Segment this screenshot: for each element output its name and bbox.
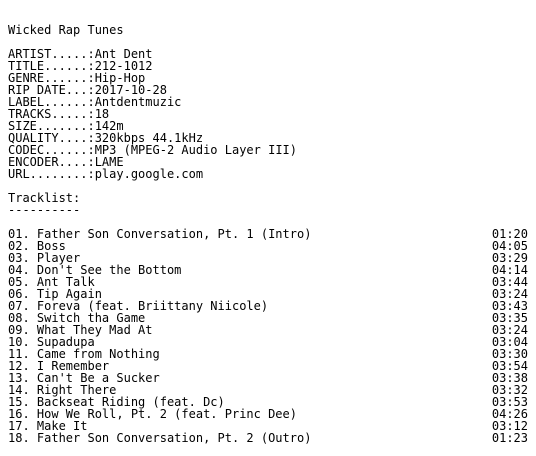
track-duration: 03:44 (491, 275, 528, 289)
metadata-key: ENCODER....: (8, 155, 95, 169)
track-duration: 03:24 (491, 323, 528, 337)
track-duration: 04:14 (491, 263, 528, 277)
tracklist-heading-text: Tracklist: (8, 191, 81, 205)
track-duration: 03:29 (491, 251, 528, 265)
metadata-key: LABEL......: (8, 95, 95, 109)
track-title: 15. Backseat Riding (feat. Dc) (8, 395, 225, 409)
track-title: 05. Ant Talk (8, 275, 95, 289)
track-title: 06. Tip Again (8, 287, 102, 301)
release-title (8, 24, 528, 36)
metadata-value: 212-1012 (94, 59, 153, 73)
metadata-key: SIZE.......: (8, 119, 95, 133)
metadata-row (8, 168, 528, 180)
track-duration: 03:12 (491, 419, 528, 433)
track-duration: 03:32 (491, 383, 528, 397)
track-duration: 03:24 (491, 287, 528, 301)
tracklist (8, 228, 528, 444)
track-title: 11. Came from Nothing (8, 347, 160, 361)
metadata-block (8, 48, 528, 180)
track-duration: 03:04 (491, 335, 528, 349)
track-title: 14. Right There (8, 383, 117, 397)
tracklist-underline (8, 204, 528, 216)
track-title: 03. Player (8, 251, 81, 265)
metadata-key: TRACKS.....: (8, 107, 95, 121)
metadata-key: CODEC......: (8, 143, 95, 157)
release-title-text: Wicked Rap Tunes (8, 23, 124, 37)
metadata-value: 2017-10-28 (94, 83, 167, 97)
track-duration: 03:53 (491, 395, 528, 409)
metadata-value: MP3 (MPEG-2 Audio Layer III) (94, 143, 297, 157)
release-document (8, 24, 528, 444)
track-title: 04. Don't See the Bottom (8, 263, 182, 277)
tracklist-underline-text: ---------- (8, 203, 81, 217)
track-title: 16. How We Roll, Pt. 2 (feat. Princ Dee) (8, 407, 297, 421)
metadata-value: Antdentmuzic (94, 95, 182, 109)
track-duration: 04:05 (491, 239, 528, 253)
track-title: 10. Supadupa (8, 335, 95, 349)
track-title: 01. Father Son Conversation, Pt. 1 (Intro) (8, 227, 312, 241)
metadata-key: TITLE......: (8, 59, 95, 73)
track-row (8, 228, 528, 240)
track-title: 08. Switch tha Game (8, 311, 146, 325)
metadata-value: play.google.com (94, 167, 204, 181)
metadata-key: GENRE......: (8, 71, 95, 85)
metadata-key: URL........: (8, 167, 95, 181)
track-duration: 03:30 (491, 347, 528, 361)
track-title: 12. I Remember (8, 359, 110, 373)
spacer (8, 180, 528, 192)
metadata-key: RIP DATE...: (8, 83, 95, 97)
metadata-key: QUALITY....: (8, 131, 95, 145)
metadata-value: 320kbps 44.1kHz (94, 131, 204, 145)
track-duration: 03:38 (491, 371, 528, 385)
metadata-value: 142m (94, 119, 124, 133)
metadata-value: LAME (94, 155, 124, 169)
metadata-key: ARTIST.....: (8, 47, 95, 61)
track-duration: 04:26 (491, 407, 528, 421)
track-duration: 03:54 (491, 359, 528, 373)
track-title: 02. Boss (8, 239, 66, 253)
track-duration: 03:43 (491, 299, 528, 313)
track-title: 18. Father Son Conversation, Pt. 2 (Outro) (8, 431, 312, 445)
metadata-value: 18 (94, 107, 110, 121)
track-duration: 03:35 (491, 311, 528, 325)
metadata-value: Ant Dent (94, 47, 153, 61)
track-row (8, 432, 528, 444)
track-duration: 01:20 (491, 227, 528, 241)
metadata-value: Hip-Hop (94, 71, 146, 85)
track-row (8, 240, 528, 252)
track-title: 17. Make It (8, 419, 88, 433)
track-title: 07. Foreva (feat. Briittany Niicole) (8, 299, 269, 313)
tracklist-heading (8, 192, 528, 204)
track-title: 13. Can't Be a Sucker (8, 371, 160, 385)
track-title: 09. What They Mad At (8, 323, 153, 337)
track-duration: 01:23 (491, 431, 528, 445)
